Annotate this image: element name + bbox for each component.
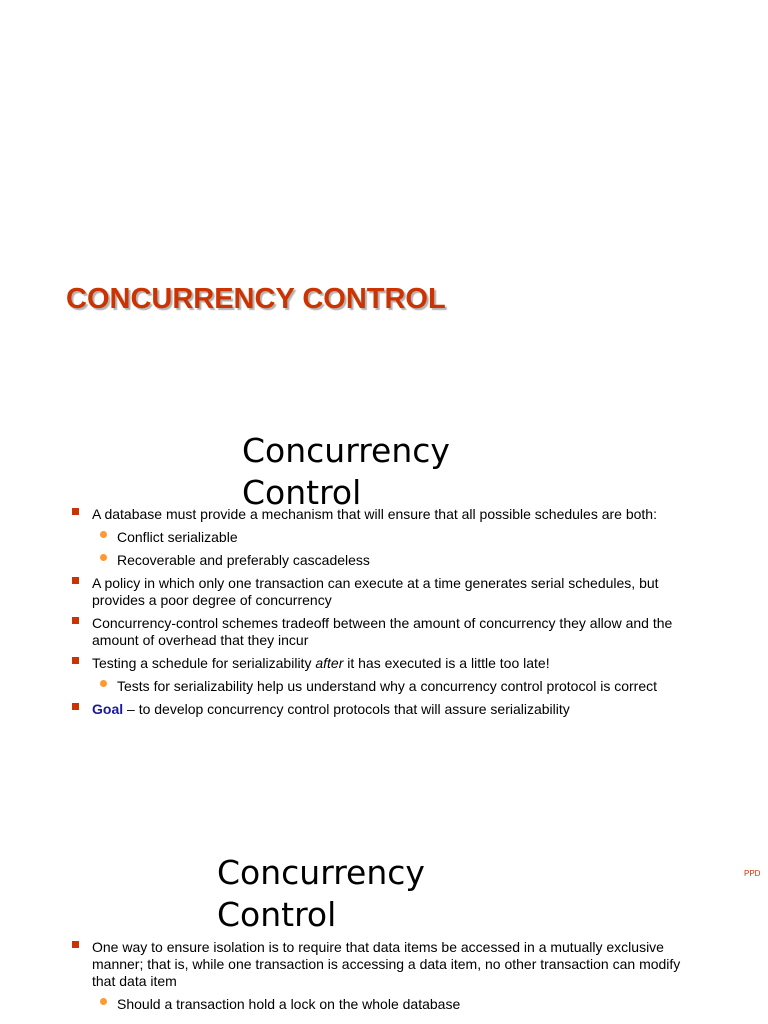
footer-tag: PPD	[744, 869, 761, 878]
list-item	[66, 939, 706, 990]
list-item-text: A database must provide a mechanism that will ensure that all possible schedules are both:	[92, 506, 657, 522]
list-item-text: Concurrency-control schemes tradeoff between the amount of concurrency they allow and the amount of overhead that they incur	[92, 615, 673, 648]
list-item-text: – to develop concurrency control protocols that will assure serializability	[123, 701, 570, 717]
list-item-text: it has executed is a little too late!	[343, 655, 550, 671]
document-title: CONCURRENCY CONTROL	[66, 283, 446, 315]
list-item	[66, 701, 706, 718]
list-item-text: Conflict serializable	[117, 529, 238, 545]
section-heading: Concurrency Control	[242, 431, 450, 512]
bullet-list	[66, 939, 706, 1019]
bullet-list	[66, 506, 706, 724]
list-item	[66, 529, 706, 546]
list-item-text: Should a transaction hold a lock on the whole database	[117, 996, 461, 1012]
goal-label: Goal	[92, 701, 124, 717]
list-item	[66, 615, 706, 649]
list-item	[66, 996, 706, 1013]
list-item	[66, 552, 706, 569]
list-item-text: Tests for serializability help us understand why a concurrency control protocol is correct	[117, 678, 658, 694]
emphasis-text: after	[315, 655, 344, 671]
list-item-text: Testing a schedule for serializability	[92, 655, 316, 671]
list-item	[66, 506, 706, 523]
list-item-text: Recoverable and preferably cascadeless	[117, 552, 370, 568]
list-item	[66, 575, 706, 609]
list-item-text: A policy in which only one transaction can execute at a time generates serial schedules, but provides a poor degree of concurrency	[92, 575, 659, 608]
list-item-text: One way to ensure isolation is to require that data items be accessed in a mutually exclusive manner; that is, while one transaction is accessing a data item, no other transaction can modify that data item	[92, 939, 681, 989]
list-item	[66, 678, 706, 695]
list-item	[66, 655, 706, 672]
section-heading: Concurrency Control	[217, 853, 425, 934]
